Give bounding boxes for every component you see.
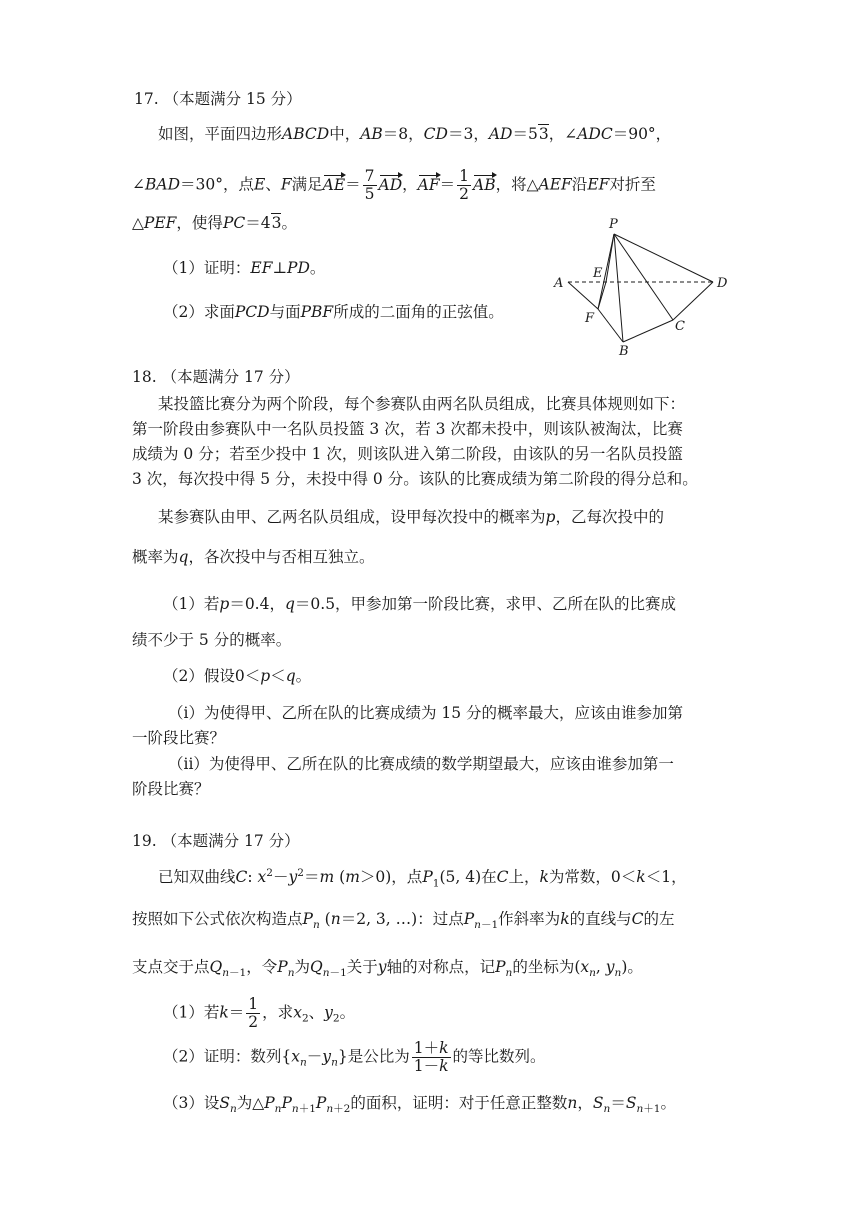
q19-part1: （1）若k＝ $\frac{1}{2}$ ，求$x_2$、$y_2$。 [163,995,356,1032]
q17-part2: （2）求面PCD与面PBF所成的二面角的正弦值。 [163,303,504,321]
q17-pyramid-figure [548,212,738,362]
label-C: C [675,319,685,334]
q19-line3: 支点交于点$Q_{n-1}$，令$P_n$为$Q_{n-1}$关于y轴的对称点，记$P_n$的坐标为($x_n$, $y_n$)。 [132,958,643,980]
q18-part2ii-l1: （ii）为使得甲、乙所在队的比赛成绩的数学期望最大，应该由谁参加第一 [168,755,674,773]
q18-para1-l1: 某投篮比赛分为两个阶段，每个参赛队由两名队员组成，比赛具体规则如下： [158,395,686,413]
edge-PD [614,234,713,282]
label-B: B [619,344,629,359]
q18-part2i-l1: （i）为使得甲、乙所在队的比赛成绩为 15 分的概率最大，应该由谁参加第 [168,704,684,722]
q17-line3: △PEF，使得PC＝43。 [132,214,297,232]
q18-para1-l2: 第一阶段由参赛队中一名队员投篮 3 次，若 3 次都未投中，则该队被淘汰，比赛 [132,420,683,438]
q18-para1-l3: 成绩为 0 分；若至少投中 1 次，则该队进入第二阶段，由该队的另一名队员投篮 [132,445,683,463]
label-F: F [585,311,595,326]
q17-line2: ∠BAD＝30°，点E、F满足AE＝ $\frac{7}{5}$ AD，AF＝ $\frac{1}{2}$ AB，将△AEF沿EF对折至 [132,167,656,204]
edge-CD [673,282,713,320]
q19-line2: 按照如下公式依次构造点$P_n$ (n＝2, 3, …)：过点$P_{n-1}$作斜率为k的直线与C的左 [132,910,675,932]
q18-para1-l4: 3 次，每次投中得 5 分，未投中得 0 分。该队的比赛成绩为第二阶段的得分总和。 [132,470,698,488]
label-E: E [593,266,603,281]
q18-header: 18. （本题满分 17 分） [132,368,300,386]
q17-line1: 如图，平面四边形ABCD中，AB＝8，CD＝3，AD＝53，∠ADC＝90°， [158,125,672,143]
q18-part1-l2: 绩不少于 5 分的概率。 [132,631,292,649]
q18-part2i-l2: 一阶段比赛？ [132,729,226,747]
q19-line1: 已知双曲线C: $x^2-y^2=m$ (m＞0)，点$P_1(5$, 4)在C上，k为常数，0＜k＜1， [158,867,687,890]
label-A: A [554,276,564,291]
edge-BC [623,320,673,342]
q18-para2-l1: 某参赛队由甲、乙两名队员组成，设甲每次投中的概率为p，乙每次投中的 [158,508,664,526]
q19-part2: （2）证明：数列$\{x_n-y_n\}$是公比为 $\frac{1+k}{1-k}$ 的等比数列。 [163,1039,546,1076]
q17-part1: （1）证明：EF⊥PD。 [163,259,326,277]
edge-PB [614,234,623,342]
q19-header: 19. （本题满分 17 分） [132,832,300,850]
label-D: D [717,276,728,291]
q18-part1-l1: （1）若p＝0.4，q＝0.5，甲参加第一阶段比赛，求甲、乙所在队的比赛成 [163,595,677,613]
edge-FB [598,309,623,342]
edge-AF [568,282,598,309]
label-P: P [609,217,618,232]
q18-part2ii-l2: 阶段比赛？ [132,780,210,798]
q19-part3: （3）设$S_n$为$\triangle P_nP_{n+1}P_{n+2}$的面积，证明：对于任意正整数n，$S_n=S_{n+1}$。 [163,1094,677,1116]
q17-header: 17. （本题满分 15 分） [134,90,302,108]
edge-PC [614,234,673,320]
q18-part2: （2）假设0＜p＜q。 [163,667,312,685]
q18-para2-l2: 概率为q，各次投中与否相互独立。 [132,548,375,566]
